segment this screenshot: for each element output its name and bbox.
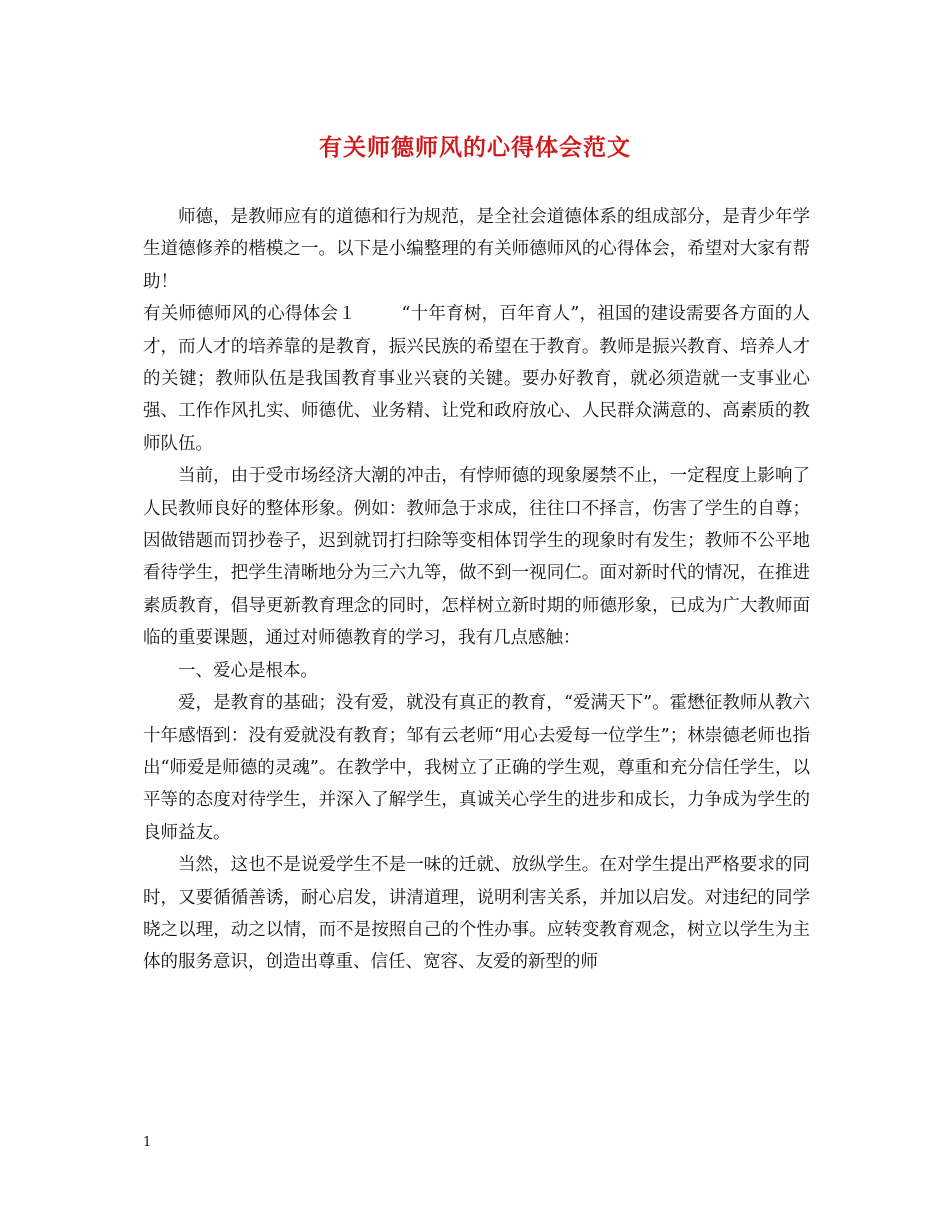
section-heading: 有关师德师风的心得体会１: [143, 304, 356, 325]
section-block: [143, 298, 810, 460]
intro-paragraph: 师德，是教师应有的道德和行为规范，是全社会道德体系的组成部分，是青少年学生道德修养的楷模之一。以下是小编整理的有关师德师风的心得体会，希望对大家有帮助！: [143, 207, 810, 292]
page-number: 1: [143, 1135, 152, 1150]
document-title: 有关师德师风的心得体会范文: [319, 134, 631, 161]
point-heading: 一、爱心是根本。: [178, 660, 318, 681]
body-paragraph: 爱，是教育的基础；没有爱，就没有真正的教育，“爱满天下”。霍懋征教师从教六十年感悟到：没有爱就没有教育；邹有云老师“用心去爱每一位学生”；林崇德老师也指出“师爱是师德的灵魂”。在教学中，我树立了正确的学生观，尊重和充分信任学生，以平等的态度对待学生，并深入了解学生，真诚关心学生的进步和成长，力争成为学生的良师益友。: [143, 693, 810, 843]
body-paragraph: 当前，由于受市场经济大潮的冲击，有悖师德的现象屡禁不止，一定程度上影响了人民教师良好的整体形象。例如：教师急于求成，往往口不择言，伤害了学生的自尊；因做错题而罚抄卷子，迟到就罚打扫除等变相体罚学生的现象时有发生；教师不公平地看待学生，把学生清晰地分为三六九等，做不到一视同仁。面对新时代的情况，在推进素质教育，倡导更新教育理念的同时，怎样树立新时期的师德形象，已成为广大教师面临的重要课题，通过对师德教育的学习，我有几点感触：: [143, 466, 810, 649]
document-body: [143, 201, 810, 979]
body-paragraph: 当然，这也不是说爱学生不是一味的迁就、放纵学生。在对学生提出严格要求的同时，又要循循善诱，耐心启发，讲清道理，说明利害关系，并加以启发。对违纪的同学晓之以理，动之以情，而不是按照自己的个性办事。应转变教育观念，树立以学生为主体的服务意识，创造出尊重、信任、宽容、友爱的新型的师: [143, 855, 810, 973]
section-first-paragraph: “十年育树，百年育人”，祖国的建设需要各方面的人才，而人才的培养靠的是教育，振兴民族的希望在于教育。教师是振兴教育、培养人才的关键；教师队伍是我国教育事业兴衰的关键。要办好教育，就必须造就一支事业心强、工作作风扎实、师德优、业务精、让党和政府放心、人民群众满意的、高素质的教师队伍。: [143, 304, 810, 454]
